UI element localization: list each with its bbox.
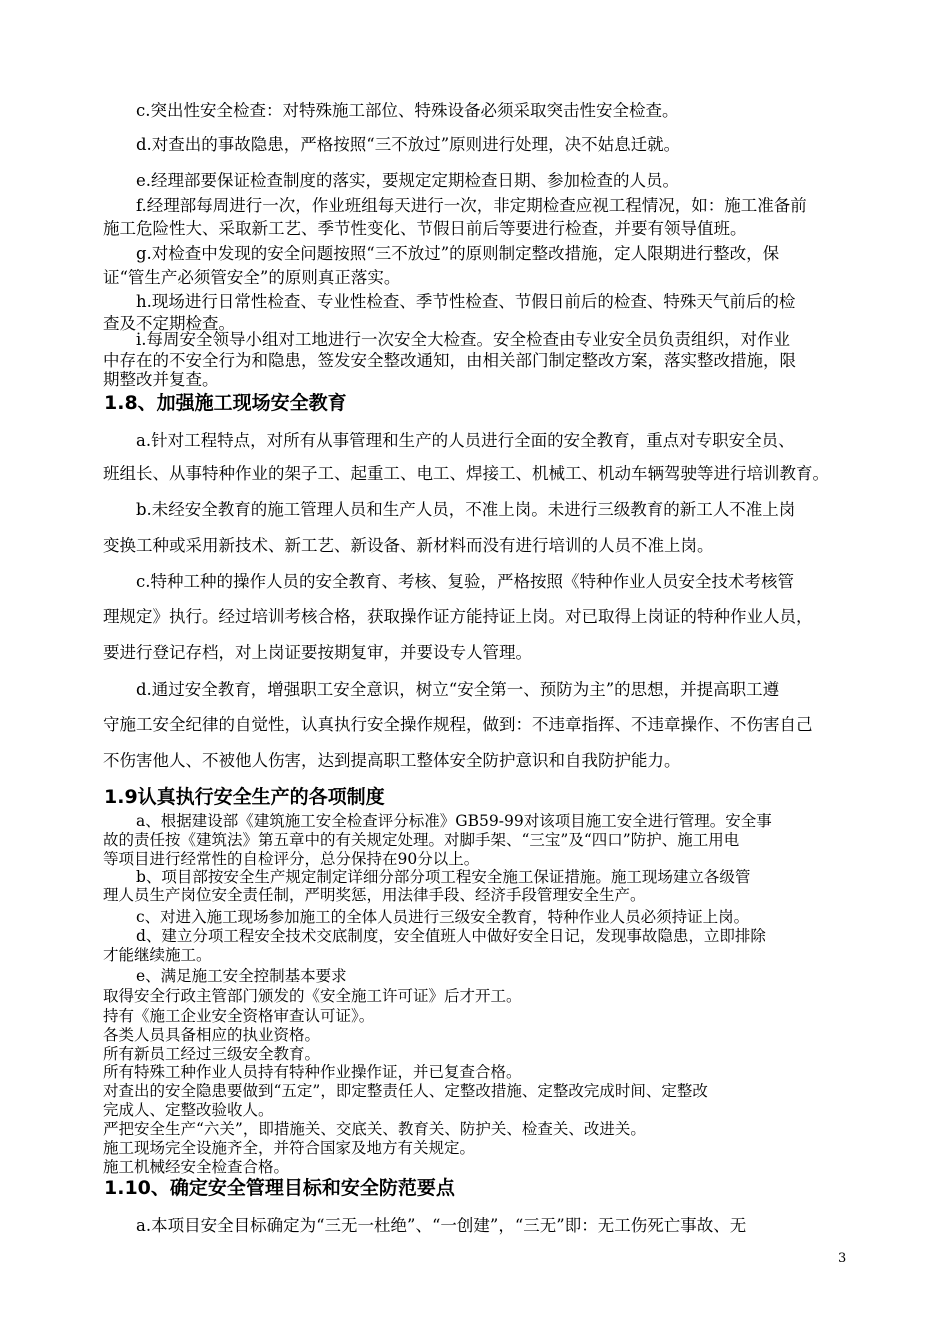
text-line: 所有特殊工种作业人员持有特种作业操作证，并已复查合格。 — [103, 1063, 522, 1081]
text-line: 等项目进行经常性的自检评分，总分保持在90分以上。 — [103, 850, 480, 868]
text-line: 查及不定期检查。 — [103, 314, 235, 333]
text-line: 各类人员具备相应的执业资格。 — [103, 1026, 321, 1044]
text-line: b、项目部按安全生产规定制定详细分部分项工程安全施工保证措施。施工现场建立各级管 — [136, 868, 751, 886]
text-line: a.针对工程特点，对所有从事管理和生产的人员进行全面的安全教育，重点对专职安全员、 — [136, 431, 795, 450]
text-line: c.特种工种的操作人员的安全教育、考核、复验，严格按照《特种作业人员安全技术考核管 — [136, 572, 794, 591]
text-line: i.每周安全领导小组对工地进行一次安全大检查。安全检查由专业安全员负责组织，对作业 — [136, 330, 791, 349]
text-line: 施工现场完全设施齐全，并符合国家及地方有关规定。 — [103, 1139, 476, 1157]
text-line: a、根据建设部《建筑施工安全检查评分标准》GB59-99对该项目施工安全进行管理。安全事 — [136, 812, 772, 830]
text-line: 严把安全生产“六关”，即措施关、交底关、教育关、防护关、检查关、改进关。 — [103, 1120, 646, 1138]
text-line: f.经理部每周进行一次，作业班组每天进行一次，非定期检查应视工程情况，如：施工准备前 — [136, 196, 807, 215]
text-line: 才能继续施工。 — [103, 946, 212, 964]
text-line: 要进行登记存档，对上岗证要按期复审，并要设专人管理。 — [103, 643, 532, 662]
section-heading-1-9: 1.9认真执行安全生产的各项制度 — [104, 786, 385, 808]
text-line: d.对查出的事故隐患，严格按照“三不放过”原则进行处理，决不姑息迁就。 — [136, 135, 681, 154]
text-line: 变换工种或采用新技术、新工艺、新设备、新材料而没有进行培训的人员不准上岗。 — [103, 536, 714, 555]
text-line: d、建立分项工程安全技术交底制度，安全值班人中做好安全日记，发现事故隐患，立即排除 — [136, 927, 766, 945]
text-line: d.通过安全教育，增强职工安全意识，树立“安全第一、预防为主”的思想，并提高职工遵 — [136, 680, 780, 699]
section-heading-1-10: 1.10、确定安全管理目标和安全防范要点 — [104, 1177, 455, 1199]
text-line: 期整改并复查。 — [103, 370, 219, 389]
text-line: b.未经安全教育的施工管理人员和生产人员，不准上岗。未进行三级教育的新工人不准上岗 — [136, 500, 796, 519]
text-line: 完成人、定整改验收人。 — [103, 1101, 274, 1119]
text-line: 持有《施工企业安全资格审查认可证》。 — [103, 1007, 375, 1025]
text-line: 中存在的不安全行为和隐患，签发安全整改通知，由相关部门制定整改方案，落实整改措施，限 — [103, 351, 796, 370]
text-line: 对查出的安全隐患要做到“五定”，即定整责任人、定整改措施、定整改完成时间、定整改 — [103, 1082, 708, 1100]
text-line: 理规定》执行。经过培训考核合格，获取操作证方能持证上岗。对已取得上岗证的特种作业人员， — [103, 607, 813, 626]
text-line: g.对检查中发现的安全问题按照“三不放过”的原则制定整改措施，定人限期进行整改，保 — [136, 244, 780, 263]
text-line: h.现场进行日常性检查、专业性检查、季节性检查、节假日前后的检查、特殊天气前后的检 — [136, 292, 796, 311]
text-line: 取得安全行政主管部门颁发的《安全施工许可证》后才开工。 — [103, 987, 522, 1005]
text-line: c.突出性安全检查：对特殊施工部位、特殊设备必须采取突击性安全检查。 — [136, 101, 679, 120]
text-line: c、对进入施工现场参加施工的全体人员进行三级安全教育，特种作业人员必须持证上岗。 — [136, 908, 750, 926]
text-line: 班组长、从事特种作业的架子工、起重工、电工、焊接工、机械工、机动车辆驾驶等进行培训教育。 — [103, 464, 829, 483]
section-heading-1-8: 1.8、加强施工现场安全教育 — [104, 392, 347, 414]
text-line: e、满足施工安全控制基本要求 — [136, 967, 347, 985]
text-line: 不伤害他人、不被他人伤害，达到提高职工整体安全防护意识和自我防护能力。 — [103, 751, 681, 770]
text-line: 证“管生产必须管安全”的原则真正落实。 — [103, 268, 401, 287]
text-line: 理人员生产岗位安全责任制，严明奖惩，用法律手段、经济手段管理安全生产。 — [103, 886, 646, 904]
text-line: 所有新员工经过三级安全教育。 — [103, 1045, 321, 1063]
text-line: 施工危险性大、采取新工艺、季节性变化、节假日前后等要进行检查，并要有领导值班。 — [103, 219, 747, 238]
text-line: 守施工安全纪律的自觉性，认真执行安全操作规程，做到：不违章指挥、不违章操作、不伤害自己 — [103, 715, 813, 734]
text-line: 施工机械经安全检查合格。 — [103, 1158, 290, 1176]
text-line: a.本项目安全目标确定为“三无一杜绝”、“一创建”，“三无”即：无工伤死亡事故、无 — [136, 1216, 747, 1235]
text-line: e.经理部要保证检查制度的落实，要规定定期检查日期、参加检查的人员。 — [136, 171, 680, 190]
text-line: 故的责任按《建筑法》第五章中的有关规定处理。对脚手架、“三宝”及“四口”防护、施工用电 — [103, 831, 740, 849]
page-number: 3 — [838, 1251, 847, 1266]
